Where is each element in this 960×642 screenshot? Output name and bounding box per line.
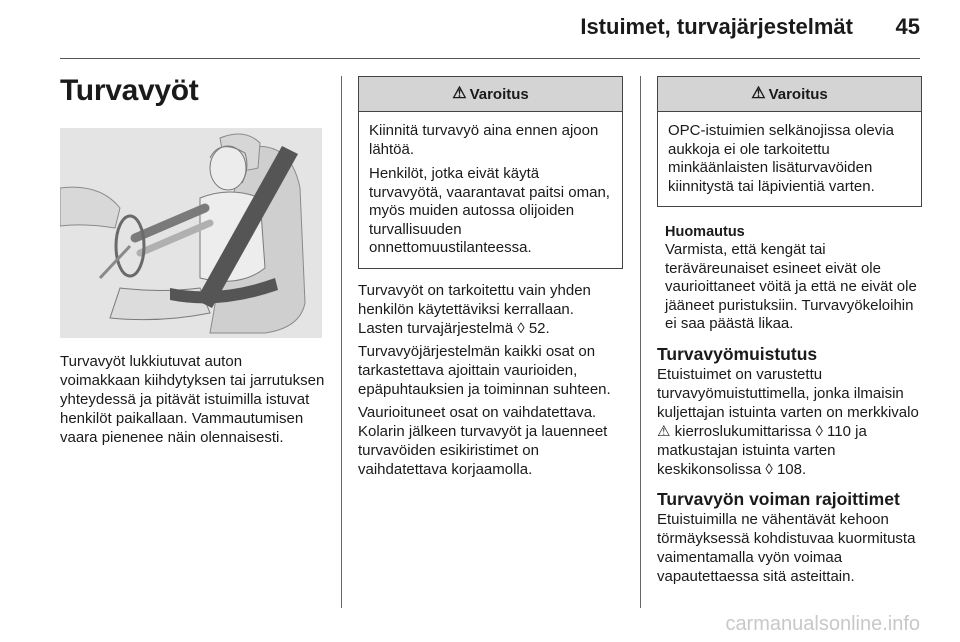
section-title: Turvavyöt [60, 74, 199, 107]
warning-triangle-icon: ⚠ [751, 85, 766, 102]
warning-label: Varoitus [768, 85, 828, 103]
note-block [657, 223, 922, 334]
warning-header [658, 77, 921, 112]
column-3 [657, 76, 922, 590]
warning-body [359, 112, 622, 268]
page-header [0, 0, 960, 60]
warning-header [359, 77, 622, 112]
page-number: 45 [895, 14, 920, 39]
reminder-heading: Turvavyömuistutus [657, 343, 818, 364]
column-2 [358, 76, 623, 483]
force-limiter-text: Etuistuimilla ne vähentävät kehoon törmäyksessä kohdistuvaa kuormitusta vaimentamalla vyön voimaa vapautettaessa sitä asteittain. [657, 510, 916, 585]
warning-box [657, 76, 922, 207]
column-1 [60, 72, 325, 451]
warning-box [358, 76, 623, 269]
warning-triangle-icon: ⚠ [452, 85, 467, 102]
warning-label: Varoitus [469, 85, 529, 103]
force-limiter-heading: Turvavyön voiman rajoittimet [657, 488, 900, 509]
seatbelt-driver-image [60, 128, 322, 338]
body-text-block [358, 281, 623, 479]
chapter-title: Istuimet, turvajärjestelmät [580, 14, 853, 39]
note-text: Varmista, että kengät tai teräväreunaiset esineet eivät ole vaurioittaneet vöitä ja että ne eivät ole jääneet puristuksiin. Turvavyökeloihin ei saa päästä likaa. [665, 241, 917, 332]
watermark: carmanualsonline.info [725, 613, 920, 635]
warning-body [658, 112, 921, 206]
body-paragraph: Turvavyöjärjestelmän kaikki osat on tarkastettava ajoittain vaurioiden, epäpuhtauksien ja toiminnan suhteen. [358, 342, 611, 398]
column-divider [341, 76, 342, 608]
warning-paragraph: Henkilöt, jotka eivät käytä turvavyötä, vaarantavat paitsi oman, myös muiden autossa olijoiden turvallisuuden onnettomuustilanteessa. [369, 165, 610, 256]
reminder-text: Etuistuimet on varustettu turvavyömuistuttimella, jonka ilmaisin kuljettajan istuinta varten on merkkivalo ⚠ kierroslukumittarissa ◊ 110 ja matkustajan istuinta varten keskikonsolissa ◊ 108. [657, 365, 919, 478]
body-paragraph: Vaurioituneet osat on vaihdatettava. Kolarin jälkeen turvavyöt ja lauenneet turvavöiden esikiristimet on vaihdatettava korjaamolla. [358, 403, 608, 478]
warning-paragraph: Kiinnitä turvavyö aina ennen ajoon lähtöä. [369, 122, 599, 158]
seatbelt-illustration [60, 128, 322, 338]
header-rule [60, 58, 920, 59]
intro-paragraph: Turvavyöt lukkiutuvat auton voimakkaan kiihdytyksen tai jarrutuksen yhteydessä ja pitävät istuimilla istuvat henkilöt paikallaan. Vammautumisen vaara pienenee näin olennaisesti. [60, 353, 325, 446]
column-divider [640, 76, 641, 608]
warning-paragraph: OPC-istuimien selkänojissa olevia aukkoja ei ole tarkoitettu minkäänlaisten lisäturvavöiden kiinnitystä tai läpivientiä varten. [668, 122, 894, 195]
body-paragraph: Turvavyöt on tarkoitettu vain yhden henkilön käytettäviksi kerrallaan. Lasten turvajärjestelmä ◊ 52. [358, 281, 591, 337]
note-title: Huomautus [665, 224, 745, 240]
